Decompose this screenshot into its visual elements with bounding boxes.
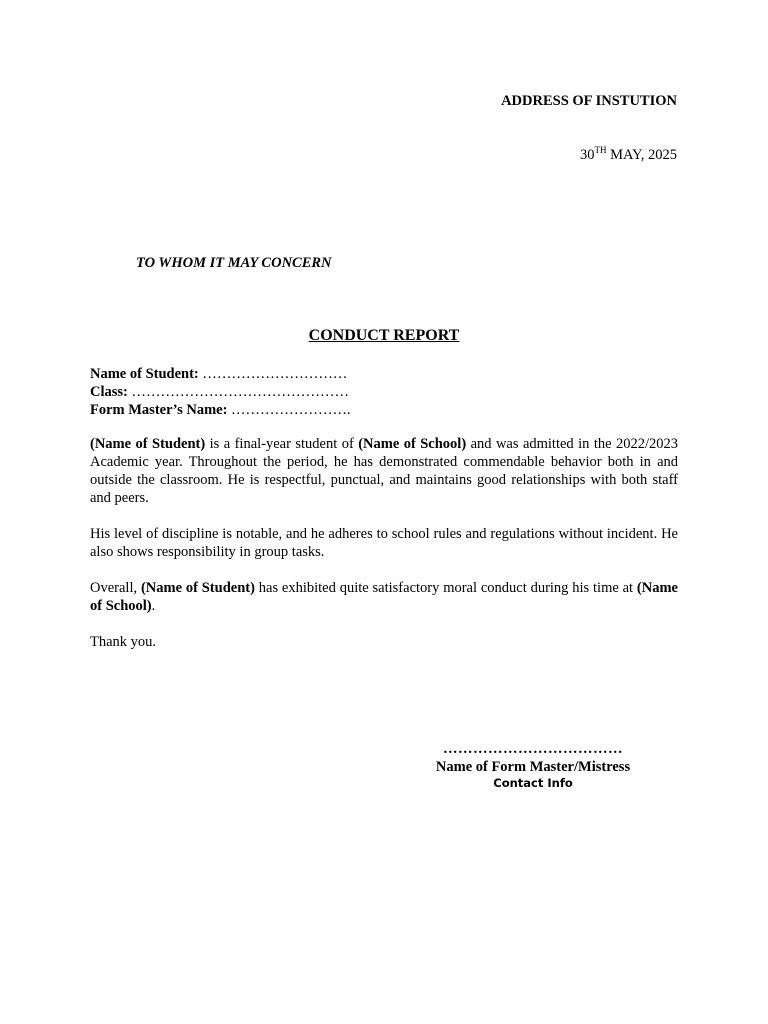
student-name-blank: …………………………: [198, 366, 348, 382]
school-placeholder: (Name of School): [358, 436, 467, 452]
signature-line: ………………………………: [443, 741, 623, 757]
paragraph-text: has exhibited quite satisfactory moral conduct during his time at: [254, 580, 637, 596]
date-month-year: MAY, 2025: [606, 147, 677, 163]
class-field: [90, 383, 680, 401]
paragraph-text: and was admitted in the 2022/2023 Academic year. Throughout the period, he has demonstrated commendable behavior both in and outside the classroom. He is respectful, punctual, and maintains good relationships with both staff and peers.: [90, 436, 678, 506]
student-placeholder: (Name of Student): [140, 580, 255, 596]
paragraph-closing: Thank you.: [90, 634, 157, 650]
form-master-field: [90, 401, 680, 419]
document-title: CONDUCT REPORT: [308, 327, 460, 344]
date-suffix: TH: [594, 145, 607, 155]
institution-address: ADDRESS OF INSTUTION: [501, 93, 677, 109]
date-day: 30: [579, 147, 595, 163]
paragraph-text: Overall,: [90, 580, 141, 596]
student-placeholder: (Name of Student): [90, 436, 206, 452]
class-label: Class:: [90, 384, 128, 400]
letter-date: [580, 146, 677, 164]
paragraph-discipline: His level of discipline is notable, and he adheres to school rules and regulations without incident. He also shows responsibility in group tasks.: [90, 526, 678, 560]
signatory-contact: Contact Info: [493, 776, 573, 790]
signature-block: [418, 740, 648, 791]
school-placeholder: (Name of School): [90, 580, 678, 614]
paragraph-admission: [90, 435, 678, 507]
student-name-field: [90, 365, 680, 383]
signatory-name: Name of Form Master/Mistress: [435, 759, 631, 775]
report-fields: [90, 365, 680, 419]
form-master-blank: …………………….: [227, 402, 351, 418]
report-body: [90, 435, 678, 669]
salutation: TO WHOM IT MAY CONCERN: [136, 255, 332, 271]
paragraph-overall: [90, 579, 678, 615]
student-name-label: Name of Student:: [90, 366, 199, 382]
paragraph-text: .: [151, 598, 156, 614]
class-blank: ………………………………………: [127, 384, 349, 400]
paragraph-text: is a final-year student of: [205, 436, 359, 452]
form-master-label: Form Master’s Name:: [90, 402, 228, 418]
